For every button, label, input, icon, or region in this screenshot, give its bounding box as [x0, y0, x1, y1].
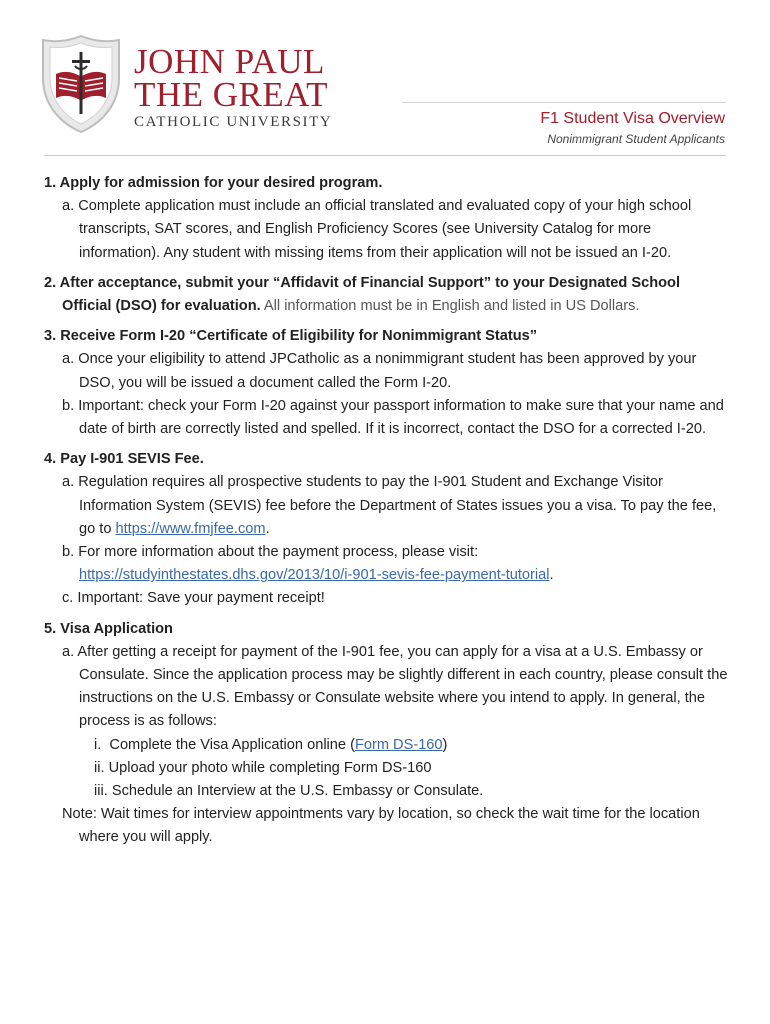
list-item [44, 471, 728, 541]
list-item-end: . [265, 520, 270, 537]
section-heading: 1. Apply for admission for your desired program. [44, 175, 383, 191]
section-3 [44, 325, 728, 441]
note-text: Note: Wait times for interview appointments vary by location, so check the wait time for the location where you will apply. [62, 806, 700, 846]
section-heading: 4. Pay I-901 SEVIS Fee. [44, 451, 204, 468]
fmjfee-link[interactable]: https://www.fmjfee.com [115, 520, 266, 537]
list-item-text: b. For more information about the payment process, please visit: [62, 544, 479, 561]
university-wordmark [134, 42, 333, 131]
section-heading-tail: All information must be in English and listed in US Dollars. [260, 298, 640, 315]
list-item: a. Complete application must include an official translated and evaluated copy of your high school transcripts, SAT scores, and English Proficiency Scores (see University Catalog for more information). Any student with missing items from their application will not be issued an I-20. [62, 198, 692, 261]
sub-list-item [44, 734, 728, 757]
list-item: b. Important: check your Form I-20 against your passport information to make sure that your name and date of birth are correctly listed and spelled. If it is incorrect, contact the DSO for a corrected I-20. [62, 397, 724, 438]
document-body [44, 172, 728, 857]
document-subtitle: Nonimmigrant Student Applicants [547, 132, 725, 146]
section-5 [44, 618, 728, 850]
section-heading: 3. Receive Form I-20 “Certificate of Eligibility for Nonimmigrant Status” [44, 328, 538, 345]
wordmark-line-3: CATHOLIC UNIVERSITY [134, 114, 333, 130]
section-heading: 5. Visa Application [44, 620, 173, 637]
list-item [44, 541, 728, 587]
wordmark-line-2: THE GREAT [134, 75, 329, 114]
section-heading-bold: 2. After acceptance, submit your “Affidavit of Financial Support” to your Designated School Official (DSO) for evaluation. [44, 274, 680, 315]
section-4 [44, 448, 728, 610]
sub-list-item: iii. Schedule an Interview at the U.S. Embassy or Consulate. [94, 783, 484, 800]
form-ds160-link[interactable]: Form DS-160 [354, 736, 443, 753]
university-crest-shield-icon [40, 34, 122, 134]
list-item: a. Once your eligibility to attend JPCatholic as a nonimmigrant student has been approved by your DSO, you will be issued a document called the Form I-20. [62, 351, 697, 391]
list-item-end: . [549, 567, 554, 584]
section-2 [44, 272, 728, 318]
list-item-text: a. Regulation requires all prospective students to pay the I-901 Student and Exchange Visitor Information System (SEVIS) fee before the Department of States issues you a visa. To pay the fee, go to [62, 474, 717, 537]
document-title: F1 Student Visa Overview [540, 110, 725, 127]
section-1 [44, 172, 728, 265]
list-item: c. Important: Save your payment receipt! [62, 590, 325, 607]
university-logo [40, 34, 333, 140]
wordmark-line-1: JOHN PAUL [134, 42, 325, 81]
section-heading [44, 272, 728, 318]
sub-list-item: ii. Upload your photo while completing Form DS-160 [94, 759, 432, 776]
header-divider-top [402, 102, 726, 103]
header-divider [44, 155, 726, 156]
sub-list-item-text: i. Complete the Visa Application online ( [94, 736, 355, 753]
sevis-tutorial-link[interactable]: https://studyinthestates.dhs.gov/2013/10/i-901-sevis-fee-payment-tutorial [79, 567, 550, 584]
list-item: a. After getting a receipt for payment of the I-901 fee, you can apply for a visa at a U.S. Embassy or Consulate. Since the application process may be slightly different in each country, please consult the instructions on the U.S. Embassy or Consulate website where you intend to apply. In general, the process is as follows: [62, 643, 728, 730]
sub-list-item-end: ) [442, 736, 448, 753]
